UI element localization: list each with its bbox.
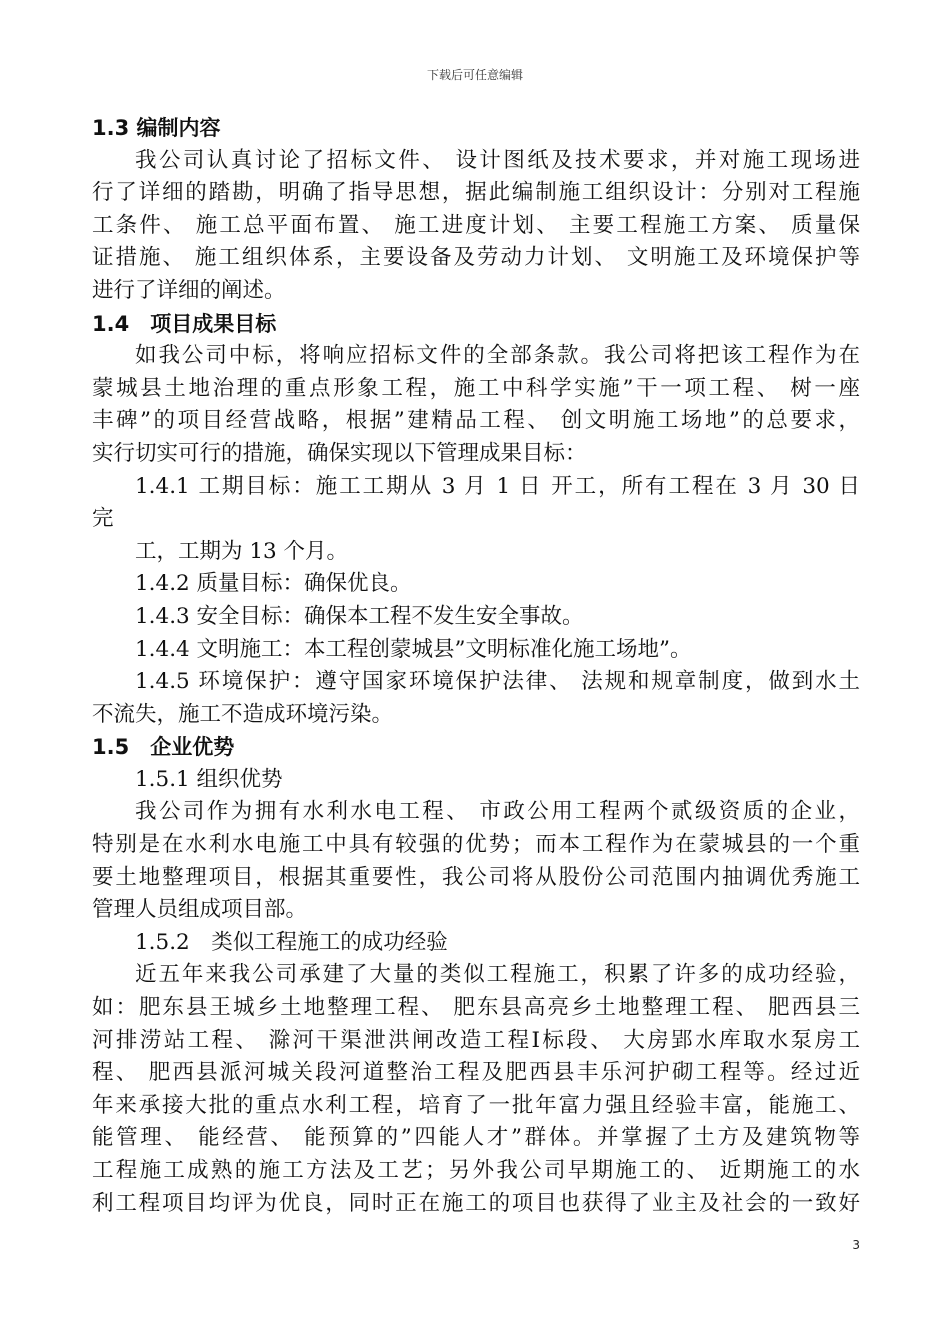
text-line: 实行切实可行的措施，确保实现以下管理成果目标：: [92, 440, 587, 466]
text-line: 1.4.1 工期目标：施工工期从 3 月 1 日 开工，所有工程在 3 月 30 日: [135, 473, 860, 499]
text-line: 年来承接大批的重点水利工程，培育了一批年富力强且经验丰富，能施工、: [92, 1092, 860, 1118]
page-number: 3: [852, 1238, 860, 1252]
text-line: 近五年来我公司承建了大量的类似工程施工，积累了许多的成功经验，: [135, 962, 860, 988]
text-line: 利工程项目均评为优良，同时正在施工的项目也获得了业主及社会的一致好: [92, 1190, 860, 1216]
section-heading: 1.5 企业优势: [92, 735, 235, 760]
text-line: 管理人员组成项目部。: [92, 897, 308, 923]
text-line: 完: [92, 506, 114, 532]
text-line: 1.4.3 安全目标：确保本工程不发生安全事故。: [135, 603, 584, 629]
text-line: 证措施、 施工组织体系，主要设备及劳动力计划、 文明施工及环境保护等: [92, 245, 860, 271]
text-line: 行了详细的踏勘，明确了指导思想，据此编制施工组织设计：分别对工程施: [92, 180, 860, 206]
text-line: 能管理、 能经营、 能预算的”四能人才”群体。并掌握了土方及建筑物等: [92, 1125, 860, 1151]
text-line: 工，工期为 13 个月。: [135, 538, 349, 564]
text-line: 1.4.2 质量目标：确保优良。: [135, 571, 412, 597]
page-header: 下载后可任意编辑: [426, 68, 523, 82]
text-line: 1.4.4 文明施工：本工程创蒙城县”文明标准化施工场地”。: [135, 636, 692, 662]
text-line: 程、 肥西县派河城关段河道整治工程及肥西县丰乐河护砌工程等。经过近: [92, 1060, 860, 1086]
text-line: 蒙城县土地治理的重点形象工程，施工中科学实施”干一项工程、 树一座: [92, 375, 860, 401]
text-line: 河排涝站工程、 滁河干渠泄洪闸改造工程Ⅰ标段、 大房郢水库取水泵房工: [92, 1027, 860, 1053]
section-heading: 1.3 编制内容: [92, 116, 221, 140]
text-line: 我公司作为拥有水利水电工程、 市政公用工程两个贰级资质的企业，: [135, 799, 860, 825]
text-line: 1.5.2 类似工程施工的成功经验: [135, 929, 448, 955]
text-line: 要土地整理项目，根据其重要性，我公司将从股份公司范围内抽调优秀施工: [92, 864, 860, 890]
text-line: 1.4.5 环境保护：遵守国家环境保护法律、 法规和规章制度，做到水土: [135, 669, 860, 695]
text-line: 进行了详细的阐述。: [92, 277, 286, 303]
text-line: 我公司认真讨论了招标文件、 设计图纸及技术要求，并对施工现场进: [135, 147, 860, 173]
text-line: 工程施工成熟的施工方法及工艺；另外我公司早期施工的、 近期施工的水: [92, 1158, 860, 1183]
text-line: 不流失，施工不造成环境污染。: [92, 701, 394, 727]
text-line: 丰碑”的项目经营战略，根据”建精品工程、 创文明施工场地”的总要求，: [92, 408, 860, 434]
text-line: 如：肥东县王城乡土地整理工程、 肥东县高亮乡土地整理工程、 肥西县三: [92, 995, 860, 1021]
text-line: 1.5.1 组织优势: [135, 766, 283, 792]
text-line: 特别是在水利水电施工中具有较强的优势；而本工程作为在蒙城县的一个重: [92, 832, 860, 858]
text-line: 工条件、 施工总平面布置、 施工进度计划、 主要工程施工方案、 质量保: [92, 212, 860, 238]
section-heading: 1.4 项目成果目标: [92, 311, 277, 336]
document-body: [92, 112, 860, 1220]
text-line: 如我公司中标，将响应招标文件的全部条款。我公司将把该工程作为在: [135, 343, 860, 369]
